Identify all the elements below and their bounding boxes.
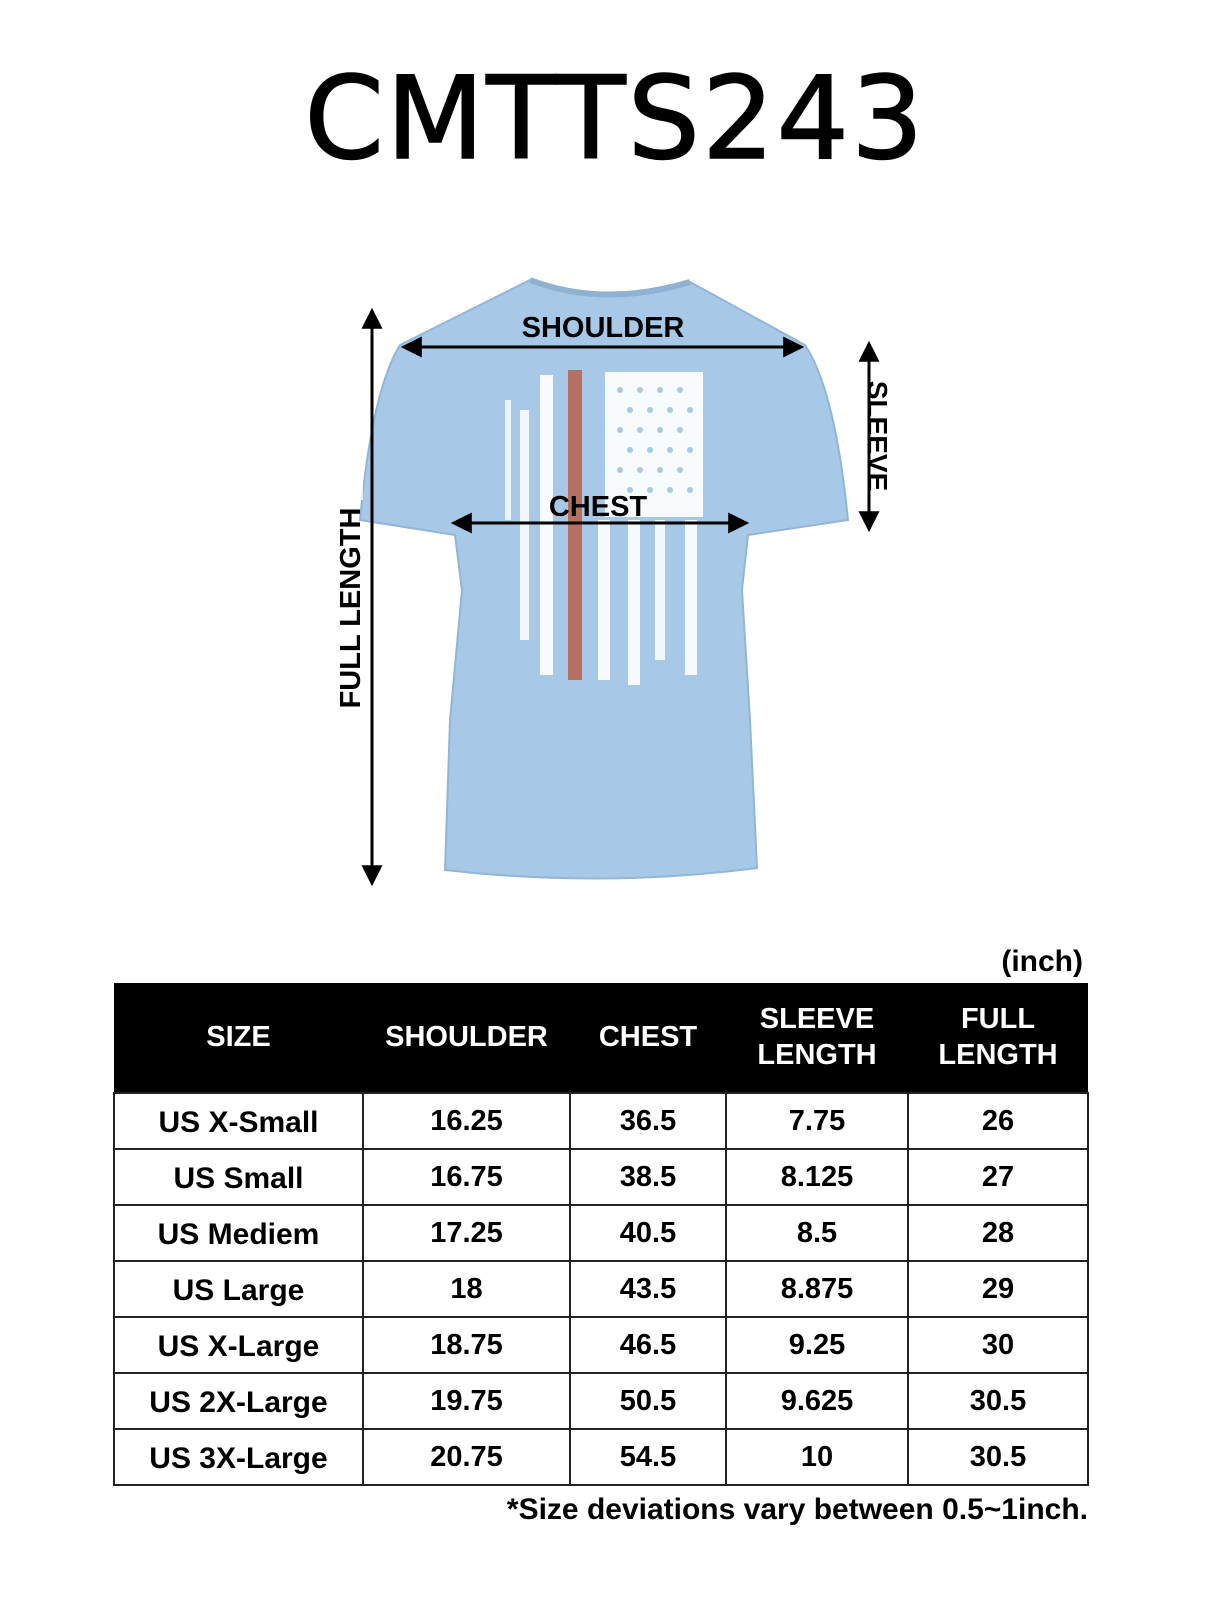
cell-sleeve-length: 8.125 <box>726 1149 908 1205</box>
table-row <box>114 1373 1088 1429</box>
cell-shoulder: 16.75 <box>363 1149 570 1205</box>
table-row <box>114 1317 1088 1373</box>
cell-chest: 54.5 <box>570 1429 726 1485</box>
cell-chest: 36.5 <box>570 1093 726 1149</box>
cell-chest: 50.5 <box>570 1373 726 1429</box>
full-length-label: FULL LENGTH <box>335 507 367 709</box>
cell-sleeve-length: 8.5 <box>726 1205 908 1261</box>
size-chart-table <box>113 983 1089 1486</box>
cell-chest: 38.5 <box>570 1149 726 1205</box>
unit-label: (inch) <box>1001 945 1083 978</box>
cell-size: US X-Small <box>114 1093 363 1149</box>
header-sleeve-length: SLEEVE LENGTH <box>726 983 908 1093</box>
cell-shoulder: 20.75 <box>363 1429 570 1485</box>
cell-sleeve-length: 9.25 <box>726 1317 908 1373</box>
cell-shoulder: 18 <box>363 1261 570 1317</box>
cell-full-length: 26 <box>908 1093 1088 1149</box>
cell-sleeve-length: 9.625 <box>726 1373 908 1429</box>
table-row <box>114 1205 1088 1261</box>
cell-shoulder: 16.25 <box>363 1093 570 1149</box>
cell-full-length: 30 <box>908 1317 1088 1373</box>
cell-sleeve-length: 10 <box>726 1429 908 1485</box>
table-row <box>114 1429 1088 1485</box>
cell-size: US Small <box>114 1149 363 1205</box>
chest-label: CHEST <box>548 491 648 523</box>
cell-shoulder: 19.75 <box>363 1373 570 1429</box>
shoulder-label: SHOULDER <box>521 312 685 344</box>
cell-size: US Large <box>114 1261 363 1317</box>
header-shoulder: SHOULDER <box>363 983 570 1093</box>
cell-full-length: 29 <box>908 1261 1088 1317</box>
cell-chest: 43.5 <box>570 1261 726 1317</box>
table-row <box>114 1261 1088 1317</box>
cell-full-length: 30.5 <box>908 1429 1088 1485</box>
cell-sleeve-length: 8.875 <box>726 1261 908 1317</box>
table-row <box>114 1149 1088 1205</box>
cell-full-length: 28 <box>908 1205 1088 1261</box>
cell-size: US 3X-Large <box>114 1429 363 1485</box>
header-size: SIZE <box>114 983 363 1093</box>
table-row <box>114 1093 1088 1149</box>
product-code-title: CMTTS243 <box>304 52 926 185</box>
cell-shoulder: 17.25 <box>363 1205 570 1261</box>
table-header-row <box>114 983 1088 1093</box>
cell-sleeve-length: 7.75 <box>726 1093 908 1149</box>
sleeve-label: SLEEVE <box>862 380 893 492</box>
tshirt-measurement-diagram <box>0 250 1230 910</box>
cell-size: US 2X-Large <box>114 1373 363 1429</box>
cell-full-length: 30.5 <box>908 1373 1088 1429</box>
header-full-length: FULL LENGTH <box>908 983 1088 1093</box>
header-chest: CHEST <box>570 983 726 1093</box>
cell-size: US X-Large <box>114 1317 363 1373</box>
cell-shoulder: 18.75 <box>363 1317 570 1373</box>
cell-chest: 46.5 <box>570 1317 726 1373</box>
cell-full-length: 27 <box>908 1149 1088 1205</box>
size-deviation-note: *Size deviations vary between 0.5~1inch. <box>506 1493 1088 1526</box>
cell-size: US Mediem <box>114 1205 363 1261</box>
cell-chest: 40.5 <box>570 1205 726 1261</box>
